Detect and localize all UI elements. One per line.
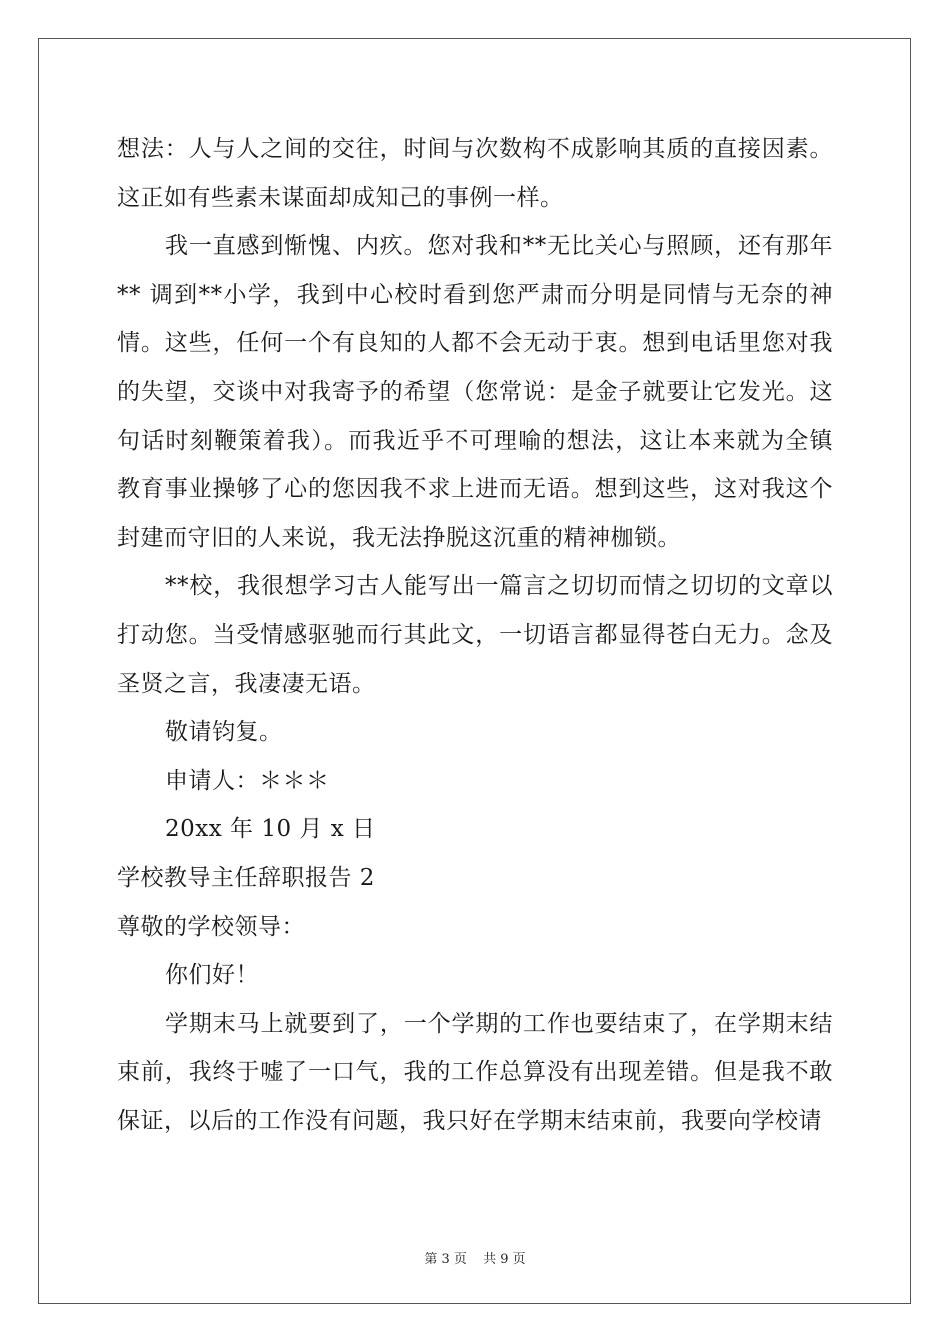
section-heading: 学校教导主任辞职报告 2 [117,864,375,891]
applicant-line: 申请人：＊＊＊ [165,767,330,794]
document-body [117,125,833,1145]
page-total: 共 9 页 [483,1252,526,1267]
date-line: 20xx 年 10 月 x 日 [165,816,376,843]
closing-phrase: 敬请钧复。 [165,719,283,746]
paragraph: 学期末马上就要到了，一个学期的工作也要结束了，在学期末结束前，我终于嘘了一口气，我的工作总算没有出现差错。但是我不敢保证，以后的工作没有问题，我只好在学期末结束前，我要向学校请 [117,1010,833,1134]
page-number: 第 3 页 [424,1252,467,1267]
paragraph: 想法：人与人之间的交往，时间与次数构不成影响其质的直接因素。这正如有些素未谋面却成知己的事例一样。 [117,136,833,211]
salutation: 尊敬的学校领导： [117,913,305,940]
greeting: 你们好！ [165,962,259,989]
page-footer [0,1248,950,1267]
paragraph: **校，我很想学习古人能写出一篇言之切切而情之切切的文章以打动您。当受情感驱驰而行其此文，一切语言都显得苍白无力。念及圣贤之言，我凄凄无语。 [117,573,833,697]
paragraph: 我一直感到惭愧、内疚。您对我和**无比关心与照顾，还有那年** 调到**小学，我到中心校时看到您严肃而分明是同情与无奈的神情。这些，任何一个有良知的人都不会无动于衷。想到电话里您对我的失望，交谈中对我寄予的希望（您常说：是金子就要让它发光。这句话时刻鞭策着我）。而我近乎不可理喻的想法，这让本来就为全镇教育事业操够了心的您因我不求上进而无语。想到这些，这对我这个封建而守旧的人来说，我无法挣脱这沉重的精神枷锁。 [117,233,833,551]
